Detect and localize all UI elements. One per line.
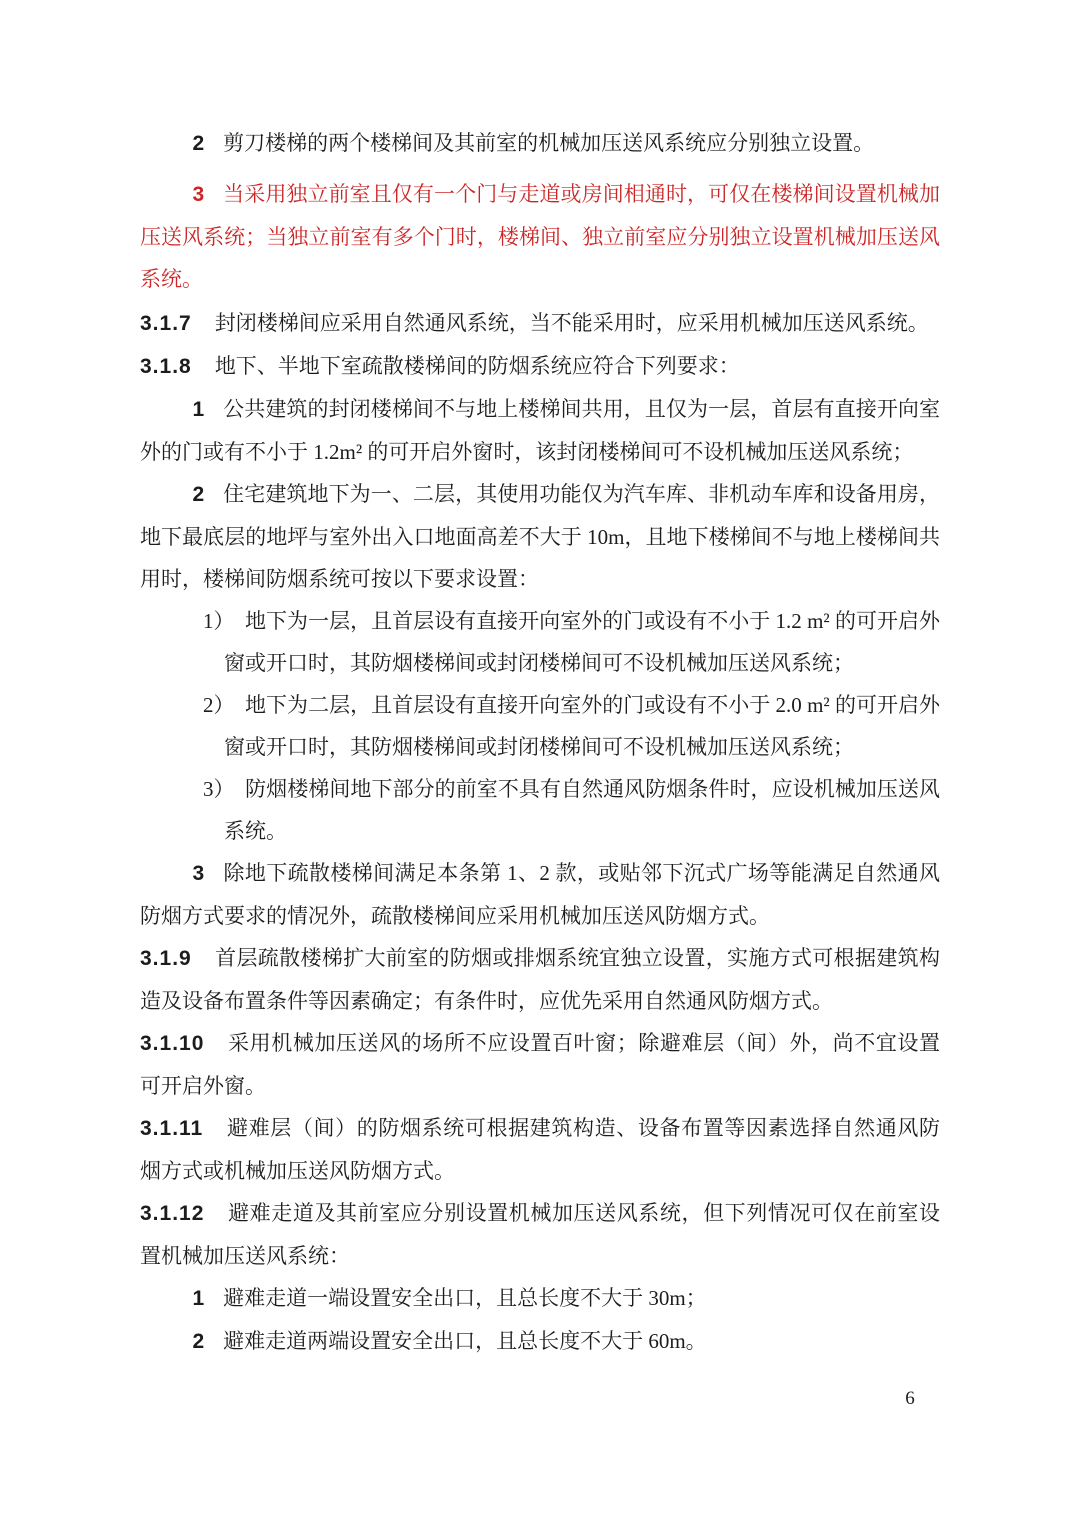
subitem-3-smokeproof-stair-anteroom [140,768,940,852]
subitem-text: 防烟楼梯间地下部分的前室不具有自然通风防烟条件时，应设机械加压送风系统。 [224,777,941,843]
item-3-evacuation-stair-exception [140,852,940,937]
document-content [140,122,940,1363]
subitem-text: 地下为二层，且首层设有直接开向室外的门或设有不小于 2.0 m² 的可开启外窗或开口时，其防烟楼梯间或封闭楼梯间可不设机械加压送风系统； [224,693,940,759]
clause-text: 避难走道及其前室应分别设置机械加压送风系统，但下列情况可仅在前室设置机械加压送风系统： [140,1201,940,1268]
item-3-independent-anteroom-emphasized [140,173,940,300]
subitem-text: 地下为一层，且首层设有直接开向室外的门或设有不小于 1.2 m² 的可开启外窗或开口时，其防烟楼梯间或封闭楼梯间可不设机械加压送风系统； [224,609,940,675]
clause-3-1-11 [140,1107,940,1192]
clause-number: 3.1.9 [140,947,192,970]
clause-3-1-12 [140,1192,940,1277]
clause-3-1-8 [140,345,940,388]
clause-text: 采用机械加压送风的场所不应设置百叶窗；除避难层（间）外，尚不宜设置可开启外窗。 [140,1031,940,1098]
subitem-2-basement-two-levels [140,684,940,768]
clause-3-1-7 [140,302,940,345]
item-1-public-building [140,388,940,473]
clause-3-1-10 [140,1022,940,1107]
item-text: 避难走道一端设置安全出口，且总长度不大于 30m； [223,1286,707,1310]
item-number: 2 [192,483,205,506]
item-number: 2 [192,1330,205,1353]
item-number: 2 [192,132,205,155]
subitem-number: 3） [203,777,235,801]
item-number: 1 [192,1287,205,1310]
item-number: 1 [192,398,205,421]
subitem-number: 2） [203,693,235,717]
clause-text: 封闭楼梯间应采用自然通风系统，当不能采用时，应采用机械加压送风系统。 [214,311,929,335]
item-2-refuge-walkway-60m [140,1320,940,1363]
item-text: 公共建筑的封闭楼梯间不与地上楼梯间共用，且仅为一层，首层有直接开向室外的门或有不小于 1.2m² 的可开启外窗时，该封闭楼梯间可不设机械加压送风系统； [140,397,940,464]
subitem-number: 1） [203,609,235,633]
clause-text: 首层疏散楼梯扩大前室的防烟或排烟系统宜独立设置，实施方式可根据建筑构造及设备布置条件等因素确定；有条件时，应优先采用自然通风防烟方式。 [140,946,940,1013]
item-2-residential-basement [140,473,940,600]
item-text: 避难走道两端设置安全出口，且总长度不大于 60m。 [223,1329,707,1353]
item-text: 当采用独立前室且仅有一个门与走道或房间相通时，可仅在楼梯间设置机械加压送风系统；当独立前室有多个门时，楼梯间、独立前室应分别独立设置机械加压送风系统。 [140,182,940,291]
clause-text: 地下、半地下室疏散楼梯间的防烟系统应符合下列要求： [214,354,740,378]
clause-number: 3.1.10 [140,1032,205,1055]
clause-number: 3.1.12 [140,1202,205,1225]
clause-text: 避难层（间）的防烟系统可根据建筑构造、设备布置等因素选择自然通风防烟方式或机械加压送风防烟方式。 [140,1116,940,1183]
clause-number: 3.1.7 [140,312,192,335]
item-number: 3 [192,862,205,885]
item-2-scissor-stair [140,122,940,165]
item-text: 住宅建筑地下为一、二层，其使用功能仅为汽车库、非机动车库和设备用房，地下最底层的地坪与室外出入口地面高差不大于 10m，且地下楼梯间不与地上楼梯间共用时，楼梯间防烟系统可按以下要求设置： [140,482,940,591]
item-number: 3 [192,183,205,206]
page-number: 6 [905,1388,915,1409]
item-text: 剪刀楼梯的两个楼梯间及其前室的机械加压送风系统应分别独立设置。 [223,131,875,155]
clause-3-1-9 [140,937,940,1022]
item-1-refuge-walkway-30m [140,1277,940,1320]
clause-number: 3.1.8 [140,355,192,378]
subitem-1-basement-one-level [140,600,940,684]
clause-number: 3.1.11 [140,1117,204,1140]
item-text: 除地下疏散楼梯间满足本条第 1、2 款，或贴邻下沉式广场等能满足自然通风防烟方式要求的情况外，疏散楼梯间应采用机械加压送风防烟方式。 [140,861,940,928]
